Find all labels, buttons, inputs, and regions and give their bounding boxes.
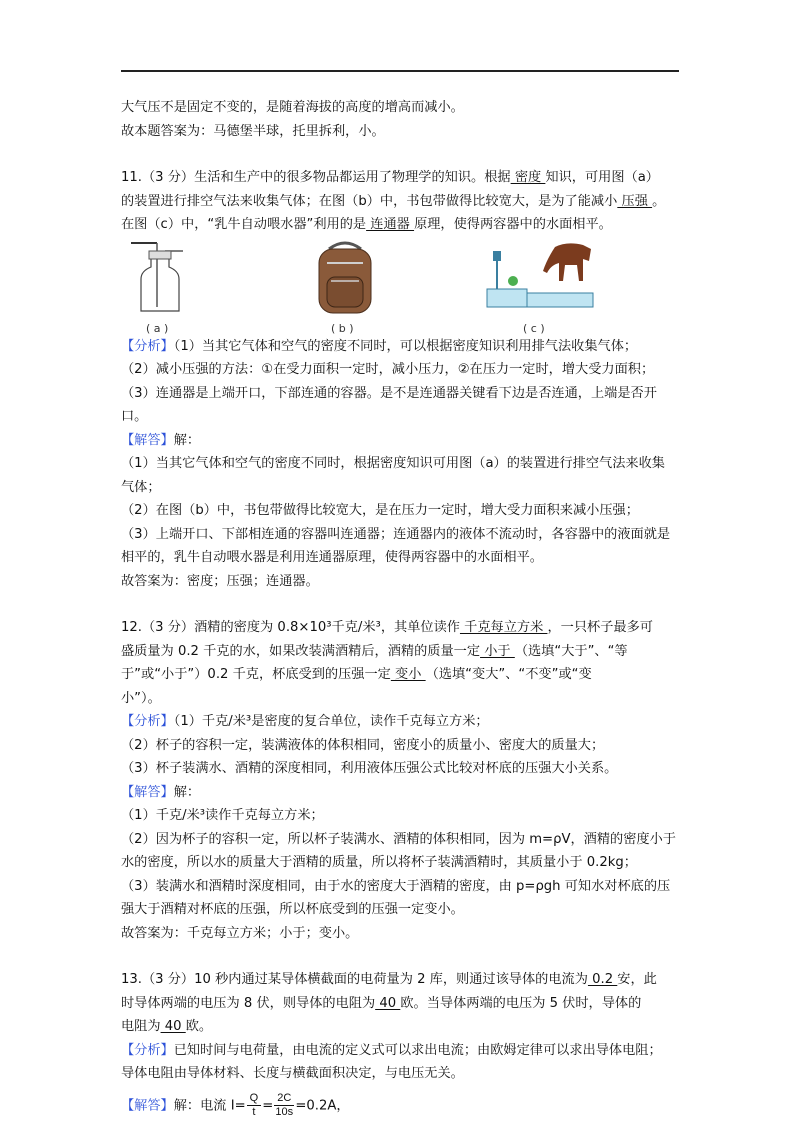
figure-caption: ( c ) [523,321,545,335]
analysis-line: 导体电阻由导体材料、长度与横截面积决定，与电压无关。 [121,1066,464,1081]
figure-row [121,237,681,335]
answer-blank: 变小 [390,667,426,682]
answer-line: 相平的，乳牛自动喂水器是利用连通器原理，使得两容器中的水面相平。 [121,550,543,565]
text-line: 故本题答案为：马德堡半球，托里拆利，小。 [121,123,385,139]
gas-bottle-figure [127,237,187,317]
question-13 [121,968,681,1119]
answer-blank: 40 [375,995,401,1011]
analysis-line: （3）杯子装满水、酒精的深度相同，利用液体压强公式比较对杯底的压强大小关系。 [121,761,618,776]
fraction: $\frac{Q}{t}$ [247,1092,262,1119]
analysis-line: （2）减小压强的方法：①在受力面积一定时，减小压力，②在压力一定时，增大受力面积； [121,362,655,377]
analysis-line: 【分析】（1）当其它气体和空气的密度不同时，可以根据密度知识利用排气法收集气体； [121,338,638,354]
answer-line: 故答案为：千克每立方米；小于；变小。 [121,925,359,941]
answer-line: 【解答】解： [121,432,201,448]
analysis-line: 【分析】（1）千克/米³是密度的复合单位，读作千克每立方米； [121,714,489,729]
question-12 [121,616,681,945]
answer-line: 【解答】解：电流 I= $\frac{Q}{t}$ = $\frac{2C}{10s}$ =0.2A， [121,1091,350,1118]
question-line: 13.（3 分）10 秒内通过某导体横截面的电荷量为 2 库，则通过该导体的电流为 0.2 安，此 [121,972,657,987]
answer-line: （1）千克/米³读作千克每立方米； [121,808,324,823]
question-line: 时导体两端的电压为 8 伏，则导体的电阻为 40 欧。当导体两端的电压为 5 伏时，导体的 [121,995,642,1011]
question-line: 的装置进行排空气法来收集气体；在图（b）中，书包带做得比较宽大，是为了能减小 压强 。 [121,193,666,209]
answer-line: 水的密度，所以水的质量大于酒精的质量，所以将杯子装满酒精时，其质量小于 0.2kg； [121,855,637,870]
answer-tag: 【解答】 [121,784,174,800]
question-line: 小”）。 [121,690,161,706]
header-rule [121,70,679,72]
answer-line: （2）因为杯子的容积一定，所以杯子装满水、酒精的体积相同，因为 m=ρV，酒精的密度小于 [121,831,676,847]
figure-caption: ( a ) [146,321,169,335]
backpack-figure [307,237,383,317]
question-line: 12.（3 分）酒精的密度为 0.8×10³千克/米³，其单位读作 千克每立方米 ，一只杯子最多可 [121,620,653,635]
answer-line: （1）当其它气体和空气的密度不同时，根据密度知识可用图（a）的装置进行排空气法来收集 [121,456,665,471]
answer-tag: 【解答】 [121,432,174,448]
question-line: 在图（c）中，“乳牛自动喂水器”利用的是 连通器 原理，使得两容器中的水面相平。 [121,217,612,232]
answer-blank: 千克每立方米 [459,620,548,635]
question-line: 11.（3 分）生活和生产中的很多物品都运用了物理学的知识。根据 密度 知识，可用图（a） [121,170,659,185]
text-line: 大气压不是固定不变的，是随着海拔的高度的增高而减小。 [121,100,464,115]
figure-caption: ( b ) [331,321,354,335]
answer-blank: 连通器 [366,217,415,232]
answer-line: （3）上端开口、下部相连通的容器叫连通器；连通器内的液体不流动时，各容器中的液面就是 [121,526,671,542]
answer-blank: 压强 [617,193,653,209]
question-line: 电阻为 40 欧。 [121,1019,213,1034]
answer-line: 强大于酒精对杯底的压强，所以杯底受到的压强一定变小。 [121,902,464,917]
analysis-line: （2）杯子的容积一定，装满液体的体积相同，密度小的质量小、密度大的质量大； [121,737,605,753]
answer-blank: 小于 [480,643,515,659]
cattle-waterer-figure [485,237,595,317]
document-page [121,96,681,1119]
question-line: 于”或“小于”）0.2 千克，杯底受到的压强一定 变小 （选填“变大”、“不变”或“变 [121,667,592,682]
analysis-tag: 【分析】 [121,1042,174,1058]
answer-blank: 密度 [510,170,546,185]
answer-blank: 0.2 [587,972,618,987]
question-line: 盛质量为 0.2 千克的水，如果改装满酒精后，酒精的质量一定 小于 （选填“大于”、“等 [121,643,628,659]
question-11 [121,166,681,593]
answer-tag: 【解答】 [121,1098,174,1113]
analysis-tag: 【分析】 [121,714,174,729]
answer-line: 【解答】解： [121,784,201,800]
answer-line: 故答案为：密度；压强；连通器。 [121,573,319,589]
answer-line: （3）装满水和酒精时深度相同，由于水的密度大于酒精的密度，由 p=ρgh 可知水对杯底的压 [121,878,671,894]
answer-line: （2）在图（b）中，书包带做得比较宽大，是在压力一定时，增大受力面积来减小压强； [121,503,639,518]
analysis-line: 【分析】已知时间与电荷量，由电流的定义式可以求出电流；由欧姆定律可以求出导体电阻； [121,1042,662,1058]
answer-blank: 40 [160,1019,186,1034]
analysis-line: （3）连通器是上端开口，下部连通的容器。是不是连通器关键看下边是否连通，上端是否开口。 [121,385,657,424]
answer-line: 气体； [121,479,161,495]
fraction: $\frac{2C}{10s}$ [275,1091,294,1118]
analysis-tag: 【分析】 [121,338,174,354]
